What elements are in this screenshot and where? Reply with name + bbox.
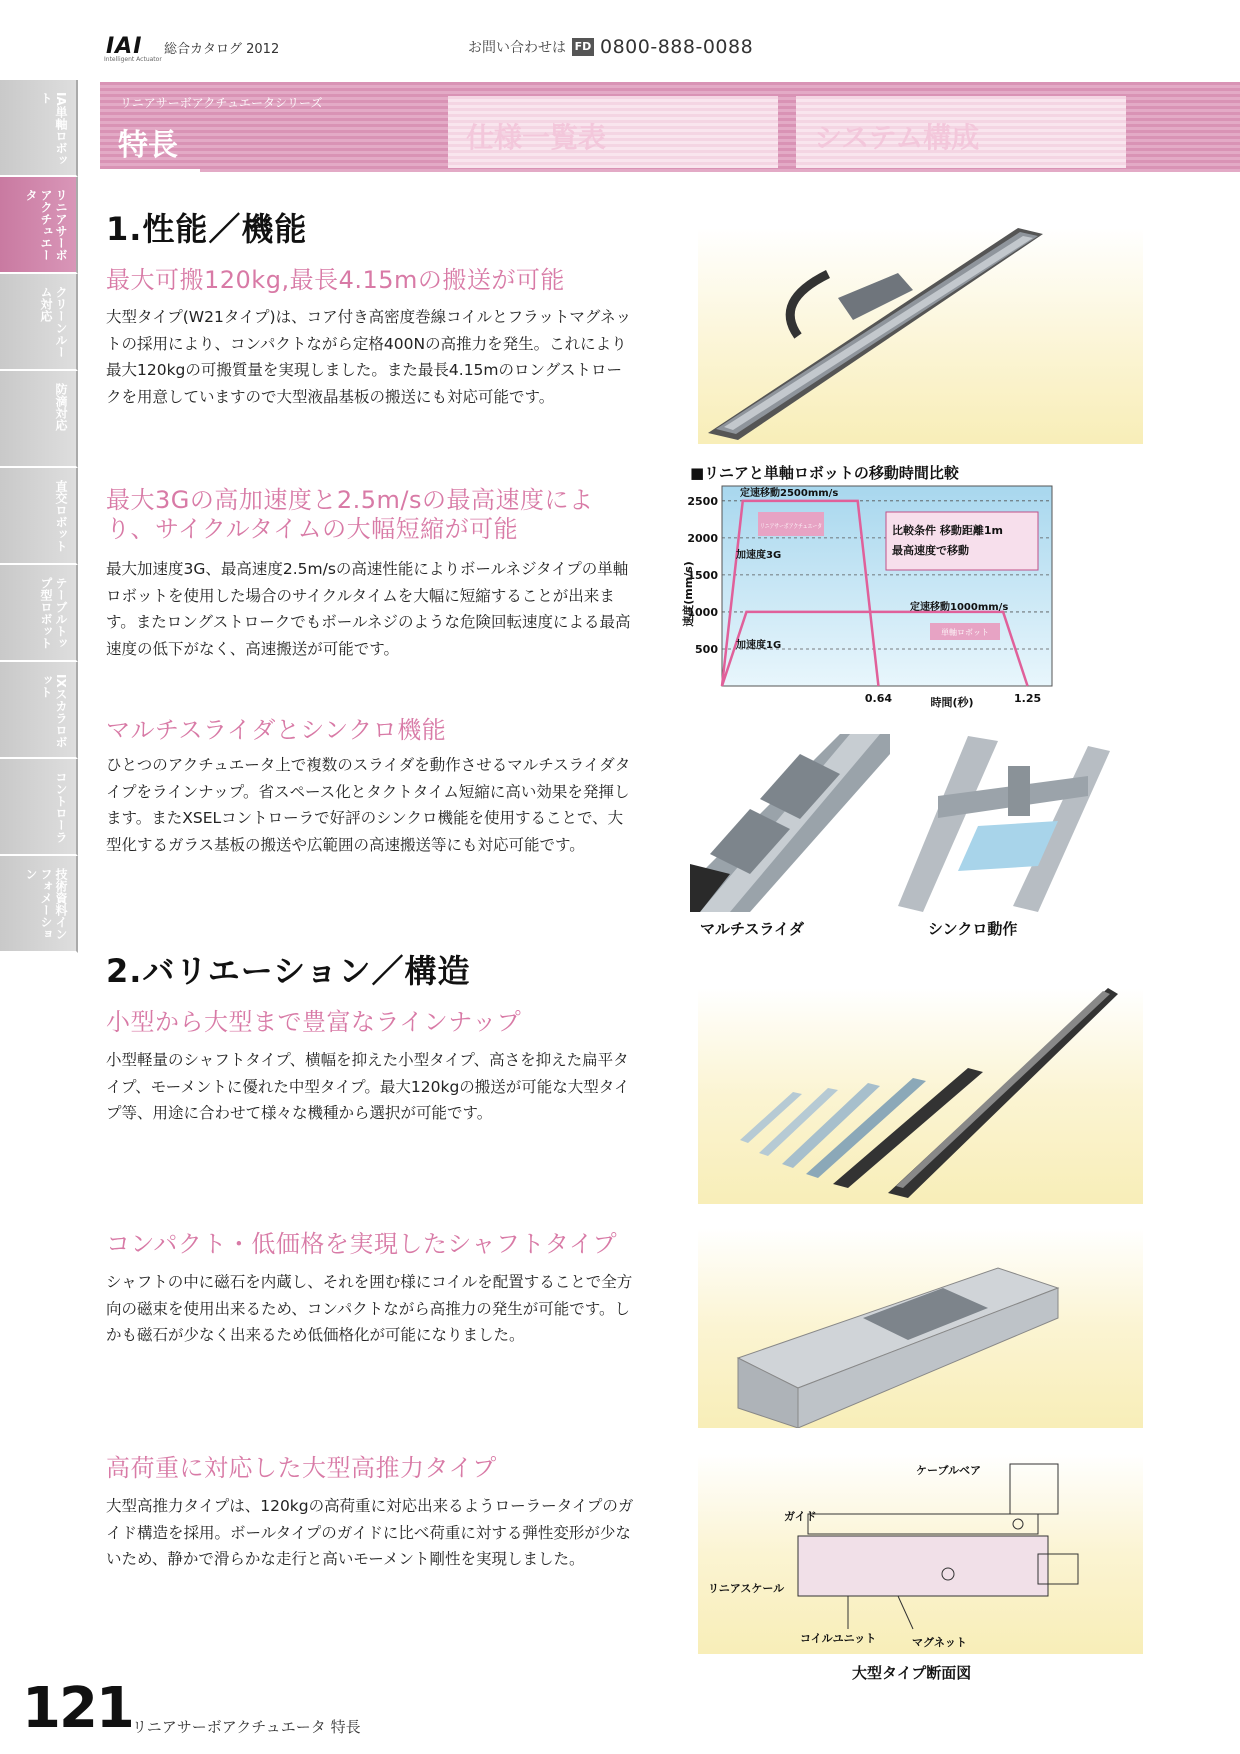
condition-line-2: 最高速度で移動 — [892, 544, 969, 557]
section2-heading-2: コンパクト・低価格を実現したシャフトタイプ — [106, 1230, 618, 1258]
chart-xtick-label: 1.25 — [1013, 692, 1042, 705]
chart-ytick-label: 2000 — [687, 531, 718, 545]
single-speed-label: 定速移動1000mm/s — [910, 602, 1009, 613]
tab-features[interactable]: 特長 — [118, 128, 178, 163]
page-header — [0, 0, 1240, 80]
cross-section-caption: 大型タイプ断面図 — [852, 1664, 972, 1682]
multi-slider-caption: マルチスライダ — [700, 920, 804, 938]
side-tab-ia-robot[interactable]: IA単軸ロボット — [0, 80, 78, 177]
section1-body-3: ひとつのアクチュエータ上で複数のスライダを動作させるマルチスライダタイプをラインナップ。省スペース化とタクトタイム短縮に高い効果を発揮します。またXSELコントローラで好評のシンクロ機能を使用することで、大型化するガラス基板の搬送や広範囲の高速搬送等にも対応可能です。 — [106, 756, 631, 854]
active-tab-underline — [100, 169, 200, 172]
cross-section-image — [698, 1454, 1143, 1654]
section-band — [100, 82, 1240, 172]
free-dial-icon: FD — [572, 38, 594, 56]
condition-line-1: 比較条件 移動距離1m — [892, 524, 1003, 537]
lineup-image — [698, 988, 1143, 1204]
chart-ylabel: 速度(mm/s) — [682, 561, 695, 627]
side-tab-cartesian[interactable]: 直交ロボット — [0, 468, 78, 565]
chart-ytick-label: 500 — [695, 642, 718, 656]
label-cable-bear: ケーブルベア — [916, 1464, 982, 1477]
label-guide: ガイド — [784, 1510, 817, 1523]
speed-time-chart — [680, 484, 1060, 720]
tab-system-config[interactable]: システム構成 — [796, 96, 1126, 168]
iai-logo: IAI — [106, 34, 143, 59]
catalog-title: 総合カタログ 2012 — [164, 42, 280, 57]
section2-heading-1: 小型から大型まで豊富なラインナップ — [106, 1008, 522, 1036]
section1-body-1: 大型タイプ(W21タイプ)は、コア付き高密度巻線コイルとフラットマグネットの採用により、コンパクトながら定格400Nの高推力を発生。これにより最大120kgの可搬質量を実現しました。また最長4.15mのロングストロークを用意していますので大型液晶基板の搬送にも対応可能です。 — [106, 308, 632, 406]
multi-slider-image — [690, 734, 890, 912]
linear-accel-label: 加速度3G — [736, 550, 782, 561]
chart-ytick-label: 1000 — [687, 605, 718, 619]
large-actuator-drawing — [698, 228, 1143, 444]
section1-body-2: 最大加速度3G、最高速度2.5m/sの高速性能によりボールネジタイプの単軸ロボットを使用した場合のサイクルタイムを大幅に短縮することが出来ます。またロングストロークでもボールネジのような危険回転速度による最高速度の低下がなく、高速搬送が可能です。 — [106, 560, 631, 658]
tab-spec-list[interactable]: 仕様一覧表 — [448, 96, 778, 168]
synchro-caption: シンクロ動作 — [928, 920, 1018, 938]
footer-text: リニアサーボアクチュエータ 特長 — [132, 1718, 361, 1736]
section2-body-1: 小型軽量のシャフトタイプ、横幅を抑えた小型タイプ、高さを抑えた扁平タイプ、モーメントに優れた中型タイプ。最大120kgの搬送が可能な大型タイプ等、用途に合わせて様々な機種から選択が可能です。 — [106, 1051, 630, 1122]
linear-speed-label: 定速移動2500mm/s — [740, 488, 839, 499]
chart-xtick-label: 0.64 — [864, 692, 893, 705]
section1-heading-1: 最大可搬120kg,最長4.15mの搬送が可能 — [106, 266, 565, 294]
shaft-type-image — [698, 1228, 1143, 1428]
series-label: リニアサーボアクチュエータシリーズ — [120, 96, 323, 110]
large-actuator-image — [698, 228, 1143, 444]
label-coil-unit: コイルユニット — [800, 1632, 877, 1645]
label-magnet: マグネット — [912, 1636, 967, 1649]
side-tab-tabletop[interactable]: テーブルトップ型ロボット — [0, 565, 78, 662]
chart-ytick-label: 2500 — [687, 494, 718, 508]
side-tab-cleanroom[interactable]: クリーンルーム対応 — [0, 274, 78, 371]
synchro-image — [898, 736, 1110, 912]
side-index-tabs — [0, 80, 78, 953]
chart-title: ■リニアと単軸ロボットの移動時間比較 — [690, 464, 959, 482]
label-linear-scale: リニアスケール — [708, 1582, 785, 1595]
single-accel-label: 加速度1G — [736, 640, 782, 651]
condition-box — [886, 512, 1038, 570]
chart-ytick-label: 1500 — [687, 568, 718, 582]
section1-heading-2: 最大3Gの高加速度と2.5m/sの最高速度により、サイクルタイムの大幅短縮が可能 — [106, 486, 594, 543]
side-tab-controller[interactable]: コントローラ — [0, 759, 78, 856]
side-tab-ix-scara[interactable]: IXスカラロボット — [0, 662, 78, 759]
side-tab-linear-servo[interactable]: リニアサーボアクチュエータ — [0, 177, 78, 274]
section2-title: 2.バリエーション／構造 — [106, 952, 471, 990]
chart-xlabel: 時間(秒) — [930, 696, 974, 709]
linear-series-label: リニアサーボアクチュエータ — [760, 522, 844, 530]
side-tab-technical[interactable]: 技術資料インフォメーション — [0, 856, 78, 953]
section2-heading-3: 高荷重に対応した大型高推力タイプ — [106, 1454, 497, 1482]
section1-heading-3: マルチスライダとシンクロ機能 — [106, 716, 447, 744]
logo-subtitle: Intelligent Actuator — [104, 56, 162, 63]
section2-body-3: 大型高推力タイプは、120kgの高荷重に対応出来るようローラータイプのガイド構造を採用。ボールタイプのガイドに比べ荷重に対する弾性変形が少ないため、静かで滑らかな走行と高いモーメント剛性を実現しました。 — [106, 1497, 634, 1568]
phone-number: 0800-888-0088 — [600, 36, 754, 58]
contact-label: お問い合わせは — [468, 40, 566, 56]
single-series-label: 単軸ロボット — [941, 628, 989, 637]
section2-body-2: シャフトの中に磁石を内蔵し、それを囲む様にコイルを配置することで全方向の磁束を使用出来るため、コンパクトながら高推力の発生が可能です。しかも磁石が少なく出来るため低価格化が可能になりました。 — [106, 1273, 633, 1344]
page-number: 121 — [22, 1676, 133, 1741]
side-tab-dustproof[interactable]: 防滴対応 — [0, 371, 78, 468]
contact-info — [468, 36, 753, 58]
section1-title: 1.性能／機能 — [106, 210, 308, 248]
